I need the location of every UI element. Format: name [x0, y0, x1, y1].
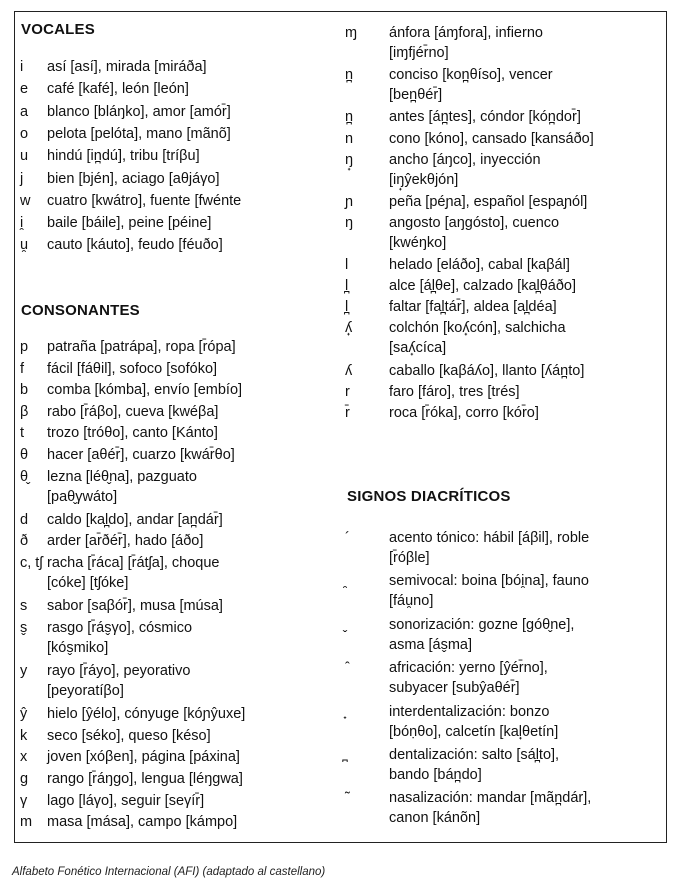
phonetic-symbol: ʎ: [345, 362, 353, 379]
example-line: masa [mása], campo [kámpo]: [47, 814, 238, 831]
example-line: fácil [fáθil], sofoco [sofóko]: [47, 360, 218, 377]
phonetic-symbol: θ: [20, 447, 29, 463]
phonetic-symbol: ɲ: [345, 193, 354, 210]
example-line: baile [báile], peine [péine]: [47, 215, 212, 232]
phonetic-symbol: s: [20, 598, 28, 615]
example-text: [47, 812, 342, 832]
example-line: blanco [bláŋko], amor [amór̄]: [47, 103, 231, 120]
example-line: bien [bjén], aciago [aθjáγo]: [47, 170, 220, 187]
entry-row: [345, 65, 665, 107]
vocales-heading: VOCALES: [21, 21, 95, 38]
example-line: peña [péɲa], español [espaɲól]: [389, 193, 588, 210]
phonetic-symbol: n: [345, 130, 354, 147]
example-line: rango [r̄áŋgo], lengua [léŋgwa]: [47, 771, 243, 787]
phonetic-symbol: a: [20, 103, 29, 120]
example-line: sonorización: gozne [góθ̬ne],: [389, 616, 575, 633]
example-text: [47, 337, 342, 357]
example-text: [47, 57, 342, 77]
example-line: faltar [fal̪tár̄], aldea [al̪déa]: [389, 299, 557, 316]
example-line: así [así], mirada [miráða]: [47, 59, 207, 75]
entry-row: [15, 445, 345, 467]
example-line: [paθ̬γwáto]: [47, 488, 118, 505]
example-line: canon [kánõn]: [389, 810, 481, 827]
example-line: pelota [pelóta], mano [mãnõ]: [47, 125, 231, 142]
entry-row: [15, 146, 345, 168]
example-text: [47, 467, 342, 507]
example-line: [kós̬miko]: [47, 639, 109, 656]
example-text: [47, 769, 342, 789]
example-line: alce [ál̪θe], calzado [kal̪θáðo]: [389, 278, 577, 295]
example-line: africación: yerno [ŷér̄no],: [389, 660, 548, 677]
phonetic-table: [14, 11, 667, 843]
entry-row: [15, 402, 345, 424]
example-line: cuatro [kwátro], fuente [fwénte: [47, 192, 242, 209]
entry-row: [15, 726, 345, 748]
phonetic-symbol: r̄: [345, 404, 350, 421]
entry-row: [15, 169, 345, 191]
example-line: dentalización: salto [sál̪to],: [389, 747, 560, 763]
example-text: [389, 528, 661, 568]
example-text: [47, 553, 342, 593]
example-text: [47, 169, 342, 189]
phonetic-symbol: s̬: [20, 619, 28, 636]
example-text: [47, 124, 342, 144]
phonetic-symbol: p: [20, 339, 29, 355]
entry-row: [15, 791, 345, 813]
entry-row: [345, 150, 665, 192]
example-text: [47, 191, 342, 211]
example-line: joven [xóβen], página [páxina]: [47, 749, 240, 766]
example-line: subyacer [subŷaθér̄]: [389, 680, 520, 697]
example-text: [389, 65, 661, 105]
example-text: [47, 726, 342, 746]
example-text: [47, 618, 342, 658]
example-line: [r̄óβle]: [389, 550, 430, 566]
example-line: racha [r̄áca] [r̄átʃa], choque: [47, 555, 220, 571]
phonetic-symbol: [345, 745, 385, 765]
phonetic-symbol: b: [20, 382, 29, 399]
entry-row: [345, 23, 665, 65]
phonetic-symbol: t: [20, 425, 25, 442]
phonetic-symbol: g: [20, 771, 29, 787]
example-line: hindú [in̪dú], tribu [tríβu]: [47, 148, 200, 165]
example-line: semivocal: boina [bói̯na], fauno: [389, 573, 589, 590]
phonetic-symbol: j: [20, 170, 24, 187]
example-text: [389, 23, 661, 63]
entry-row: [345, 361, 665, 382]
example-line: angosto [aŋgósto], cuenco: [389, 214, 560, 231]
example-text: [47, 380, 342, 400]
example-line: hielo [ŷélo], cónyuge [kóɲŷuxe]: [47, 706, 246, 723]
entry-row: [345, 213, 665, 255]
example-line: ancho [áŋco], inyección: [389, 151, 541, 168]
example-line: arder [ar̄ðér̄], hado [áðo]: [47, 533, 204, 550]
example-text: [47, 359, 342, 379]
entry-row: [15, 57, 345, 79]
phonetic-symbol: k: [20, 727, 28, 744]
example-line: hacer [aθér̄], cuarzo [kwár̄θo]: [47, 447, 235, 463]
example-line: conciso [kon̪θíso], vencer: [389, 67, 553, 84]
phonetic-symbol: [345, 615, 385, 635]
example-text: [389, 276, 661, 296]
example-text: [47, 402, 342, 422]
entry-row: [345, 658, 665, 701]
entry-row: [345, 297, 665, 318]
example-text: [389, 382, 661, 402]
example-text: [389, 255, 661, 275]
entry-row: [15, 467, 345, 510]
example-text: [47, 747, 342, 767]
entry-row: [15, 596, 345, 618]
example-text: [47, 704, 342, 724]
example-line: rayo [r̄áyo], peyorativo: [47, 663, 191, 679]
example-line: interdentalización: bonzo: [389, 703, 550, 720]
entry-row: [15, 235, 345, 257]
example-text: [389, 615, 661, 655]
phonetic-symbol: x: [20, 749, 28, 766]
entry-row: [15, 359, 345, 381]
entry-row: [15, 213, 345, 235]
phonetic-symbol: n̪: [345, 67, 354, 84]
phonetic-symbol: m: [20, 814, 33, 831]
example-text: [389, 788, 661, 828]
example-line: cono [kóno], cansado [kansáðo]: [389, 130, 594, 147]
example-line: lezna [léθ̬na], pazguato: [47, 468, 197, 485]
example-text: [47, 510, 342, 530]
entry-row: [15, 79, 345, 101]
example-line: caldo [kal̪do], andar [an̪dár̄]: [47, 511, 223, 528]
signos-heading: SIGNOS DIACRÍTICOS: [347, 488, 511, 505]
example-text: [389, 571, 661, 611]
example-text: [389, 150, 661, 190]
entry-row: [345, 788, 665, 831]
example-line: [peyoratíβo]: [47, 683, 124, 699]
entry-row: [345, 192, 665, 213]
phonetic-symbol: ɱ: [345, 25, 358, 41]
example-text: [47, 791, 342, 811]
example-text: [389, 107, 661, 127]
phonetic-symbol: l: [345, 257, 349, 274]
example-line: [ben̪θér̄]: [389, 87, 443, 104]
example-line: rabo [r̄áβo], cueva [kwéβa]: [47, 403, 219, 420]
example-line: antes [án̪tes], cóndor [kón̪dor̄]: [389, 109, 581, 126]
phonetic-symbol: r: [345, 383, 350, 400]
example-line: café [kafé], león [león]: [47, 81, 189, 98]
phonetic-symbol: ´: [345, 530, 350, 546]
example-text: [47, 661, 342, 701]
phonetic-symbol: ʎ̟: [345, 320, 353, 337]
example-text: [389, 658, 661, 698]
example-line: faro [fáro], tres [trés]: [389, 383, 520, 400]
example-text: [389, 297, 661, 317]
example-line: rasgo [r̄ás̬γo], cósmico: [47, 619, 193, 636]
phonetic-symbol: n̪: [345, 109, 354, 126]
entry-row: [15, 380, 345, 402]
example-text: [47, 79, 342, 99]
example-line: sabor [saβór̄], musa [músa]: [47, 598, 223, 615]
example-line: asma [ás̬ma]: [389, 636, 472, 653]
entry-row: [15, 769, 345, 791]
example-text: [389, 318, 661, 358]
phonetic-symbol: w: [20, 192, 31, 209]
example-text: [389, 361, 661, 381]
example-line: ánfora [áɱfora], infierno: [389, 25, 543, 41]
example-line: lago [láγo], seguir [seγír̄]: [47, 792, 205, 809]
entry-row: [345, 255, 665, 276]
example-line: seco [séko], queso [késo]: [47, 727, 211, 744]
consonantes-heading: CONSONANTES: [21, 302, 140, 319]
entry-row: [345, 276, 665, 297]
phonetic-symbol: θ̬: [20, 468, 29, 485]
example-text: [389, 745, 661, 785]
example-line: helado [eláðo], cabal [kaβál]: [389, 257, 570, 274]
entry-row: [15, 337, 345, 359]
example-text: [47, 423, 342, 443]
entry-row: [15, 661, 345, 704]
entry-row: [15, 553, 345, 596]
example-line: colchón [koʎ̟cón], salchicha: [389, 320, 566, 337]
phonetic-symbol: ŋ: [345, 214, 354, 231]
example-text: [47, 596, 342, 616]
phonetic-symbol: [345, 702, 385, 722]
figure-caption: Alfabeto Fonético Internacional (AFI) (adaptado al castellano): [12, 866, 326, 878]
example-line: acento tónico: hábil [áβil], roble: [389, 530, 590, 546]
phonetic-symbol: β: [20, 403, 29, 420]
entry-row: [345, 528, 665, 571]
entry-row: [15, 747, 345, 769]
entry-row: [345, 571, 665, 614]
entry-row: [15, 124, 345, 146]
example-line: patraña [patrápa], ropa [r̄ópa]: [47, 339, 236, 355]
phonetic-symbol: y: [20, 663, 28, 679]
example-text: [389, 192, 661, 212]
phonetic-symbol: ð: [20, 533, 29, 550]
entry-row: [15, 510, 345, 532]
entry-row: [345, 382, 665, 403]
example-text: [389, 403, 661, 423]
example-line: [iŋ̟ŷekθjón]: [389, 171, 459, 188]
phonetic-symbol: e: [20, 81, 29, 98]
example-line: [saʎ̟cíca]: [389, 340, 447, 357]
example-line: roca [r̄óka], corro [kór̄o]: [389, 404, 539, 421]
example-text: [47, 213, 342, 233]
phonetic-symbol: u̯: [20, 237, 29, 254]
example-text: [47, 102, 342, 122]
example-text: [47, 445, 342, 465]
entry-row: [345, 318, 665, 360]
phonetic-symbol: ˜: [345, 790, 350, 807]
phonetic-symbol: ŋ̟: [345, 151, 354, 168]
example-line: [fáu̯no]: [389, 593, 434, 610]
entry-row: [15, 531, 345, 553]
example-line: [bóṇθo], calcetín [kal̟θetín]: [389, 723, 559, 740]
entry-row: [345, 615, 665, 658]
example-text: [389, 129, 661, 149]
entry-row: [15, 618, 345, 661]
example-line: cauto [káuto], feudo [féuðo]: [47, 237, 223, 254]
phonetic-symbol: o: [20, 125, 29, 142]
phonetic-symbol: c, tʃ: [20, 555, 43, 571]
entry-row: [345, 129, 665, 150]
entry-row: [345, 745, 665, 788]
entry-row: [15, 704, 345, 726]
example-line: [cóke] [tʃóke]: [47, 575, 129, 591]
example-text: [389, 702, 661, 742]
example-line: [kwéŋko]: [389, 234, 447, 251]
entry-row: [15, 102, 345, 124]
example-text: [47, 146, 342, 166]
entry-row: [15, 423, 345, 445]
phonetic-symbol: γ: [20, 792, 28, 809]
example-text: [389, 213, 661, 253]
phonetic-symbol: ŷ: [20, 706, 28, 723]
example-line: nasalización: mandar [mãn̪dár],: [389, 790, 592, 807]
entry-row: [15, 812, 345, 834]
example-line: trozo [tróθo], canto [Kánto]: [47, 425, 218, 442]
example-line: bando [bán̪do]: [389, 767, 482, 783]
phonetic-symbol: i: [20, 59, 24, 75]
phonetic-symbol: f: [20, 360, 25, 377]
example-line: caballo [kaβáʎo], llanto [ʎán̪to]: [389, 362, 585, 379]
entry-row: [345, 403, 665, 424]
phonetic-symbol: l̪: [345, 278, 349, 295]
example-line: [iɱfjér̄no]: [389, 45, 449, 61]
phonetic-symbol: [345, 571, 385, 591]
phonetic-symbol: ˆ: [345, 660, 350, 677]
entry-row: [345, 702, 665, 745]
phonetic-symbol: l̪: [345, 299, 349, 316]
example-text: [47, 235, 342, 255]
example-text: [47, 531, 342, 551]
phonetic-symbol: i̯: [20, 215, 24, 232]
phonetic-symbol: d: [20, 511, 29, 528]
example-line: comba [kómba], envío [embío]: [47, 382, 243, 399]
entry-row: [345, 107, 665, 128]
phonetic-symbol: u: [20, 148, 29, 165]
entry-row: [15, 191, 345, 213]
